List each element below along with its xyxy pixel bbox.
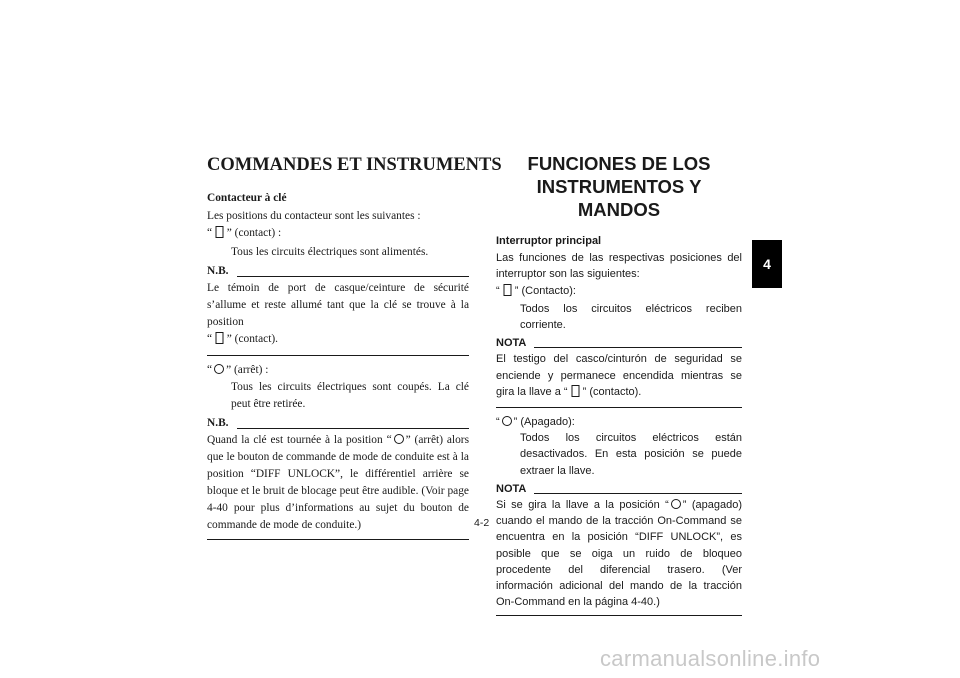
divider <box>496 407 742 408</box>
note-text-fr-1: Le témoin de port de casque/ceinture de sécurité s’allume et reste allumé tant que la clé se trouve à la position “ ” (contact). <box>207 280 469 350</box>
key-on-icon <box>503 284 512 301</box>
on-position-label-fr: “ ” (contact) : <box>207 225 469 244</box>
key-on-icon <box>215 332 224 350</box>
off-description-es: Todos los circuitos eléctricos están desactivados. En esta posición se puede extraer la llave. <box>520 432 742 477</box>
divider <box>207 539 469 540</box>
off-position-label-fr: “ ” (arrêt) : <box>207 364 269 376</box>
note-text-es-1: El testigo del casco/cinturón de seguridad se enciende y permanece encendida mientras se gira la llave a “ ” (contacto). <box>496 351 742 402</box>
note-heading-fr-1: N.B. <box>207 263 469 280</box>
page-title-fr: COMMANDES ET INSTRUMENTS <box>207 155 502 175</box>
key-on-icon <box>215 226 224 244</box>
off-position-label-es: “ ” (Apagado): <box>496 416 575 429</box>
note-text-es-2: Si se gira la llave a la posición “ ” (apagado) cuando el mando de la tracción On-Command se encuentra en la posición “DIFF UNLOCK”, es posible que se oiga un ruido de bloqueo procedente del diferencial trasero. (Ver información adicional del mando de la tracción On-Command en la página 4-40.) <box>496 499 743 609</box>
note-heading-es-1: NOTA <box>496 335 742 351</box>
off-circle-icon <box>671 499 681 509</box>
subtitle-fr: Contacteur à clé <box>207 192 287 204</box>
off-circle-icon <box>502 416 512 426</box>
on-description-fr: Tous les circuits électriques sont alimentés. <box>231 246 429 258</box>
page-number: 4-2 <box>474 517 490 529</box>
spanish-column <box>496 150 742 622</box>
note-heading-es-2: NOTA <box>496 481 742 497</box>
divider <box>496 615 742 616</box>
off-description-fr: Tous les circuits électriques sont coupés. La clé peut être retirée. <box>231 381 469 410</box>
subtitle-es: Interruptor principal <box>496 235 602 247</box>
intro-fr: Les positions du contacteur sont les suivantes : <box>207 210 421 222</box>
note-heading-fr-2: N.B. <box>207 415 469 432</box>
off-circle-icon <box>214 364 224 374</box>
key-on-icon <box>571 385 580 402</box>
on-position-label-es: “ ” (Contacto): <box>496 283 742 301</box>
intro-es: Las funciones de las respectivas posiciones del interruptor son las siguientes: <box>496 252 742 281</box>
page-title-es: FUNCIONES DE LOS INSTRUMENTOS Y MANDOS <box>527 153 711 220</box>
chapter-tab: 4 <box>752 240 782 288</box>
off-circle-icon <box>394 434 404 444</box>
watermark: carmanualsonline.info <box>600 646 821 671</box>
note-text-fr-2: Quand la clé est tournée à la position “ ” (arrêt) alors que le bouton de commande de mode de conduite est à la position “DIFF UNLOCK”, le différentiel arrière se bloque et le bruit de blocage peut être audible. (Voir page 4-40 pour plus d’informations au sujet du bouton de commande de mode de conduite.) <box>207 434 469 531</box>
on-description-es: Todos los circuitos eléctricos reciben corriente. <box>520 302 742 332</box>
divider <box>207 355 469 356</box>
